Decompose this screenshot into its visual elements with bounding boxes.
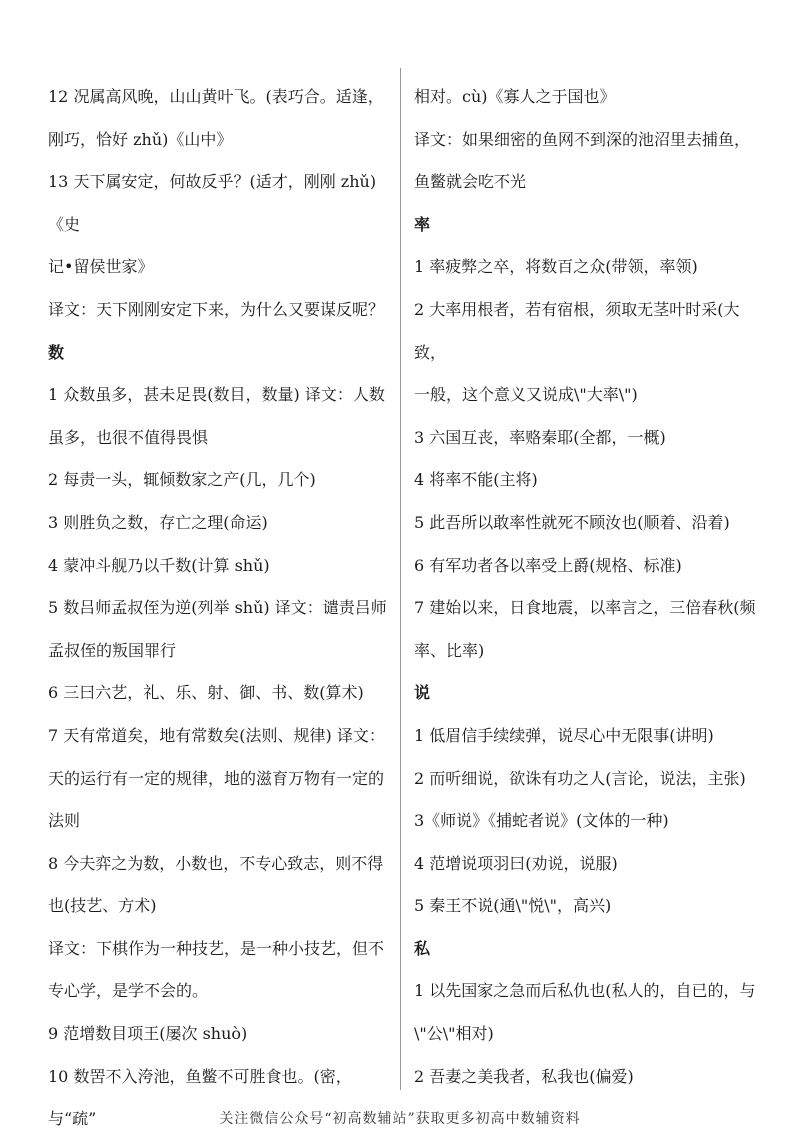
text-line: 2 而听细说，欲诛有功之人(言论，说法，主张): [414, 768, 746, 788]
text-line: 12 况属高风晚，山山黄叶飞。(表巧合。适逢，: [48, 87, 384, 106]
text-line: 1 率疲弊之卒，将数百之众(带领，率领): [414, 257, 698, 277]
text-line: 3 六国互丧，率赂秦耶(全都，一概): [414, 427, 666, 447]
text-line: 1 低眉信手续续弹，说尽心中无限事(讲明): [414, 725, 714, 745]
text-line: 虽多，也很不值得畏惧: [48, 427, 209, 447]
text-line: 7 天有常道矣，地有常数矣(法则、规律) 译文：: [48, 725, 385, 745]
section-heading: 私: [414, 938, 431, 958]
text-line: 3 则胜负之数，存亡之理(命运): [48, 512, 268, 532]
section-heading: 率: [414, 214, 431, 234]
column-divider: [400, 68, 401, 1090]
left-column: [48, 76, 388, 1141]
section-heading: 说: [414, 683, 431, 703]
text-line: 5 秦王不说(通\"悦\"，高兴): [414, 896, 612, 916]
right-column: [414, 76, 764, 1098]
text-line: 也(技艺、方术): [48, 896, 157, 916]
text-line: 率、比率): [414, 640, 485, 660]
text-line: 1 众数虽多，甚未足畏(数目，数量) 译文：人数: [48, 385, 385, 405]
text-line: 10 数罟不入洿池，鱼鳖不可胜食也。(密，与“疏”: [48, 1066, 352, 1129]
text-line: 鱼鳖就会吃不光: [414, 172, 527, 192]
text-line: 天的运行有一定的规律，地的滋育万物有一定的: [48, 768, 385, 788]
text-line: 13 天下属安定，何故反乎？(适才，刚刚 zhǔ)《史: [48, 172, 377, 234]
text-line: 6 有军功者各以率受上爵(规格、标准): [414, 555, 682, 575]
text-line: 一般，这个意义又说成\"大率\"): [414, 385, 638, 405]
text-line: 4 蒙冲斗舰乃以千数(计算 shǔ): [48, 555, 270, 575]
text-line: \"公\"相对): [414, 1024, 494, 1044]
text-line: 7 建始以来，日食地震，以率言之，三倍春秋(频: [414, 598, 756, 618]
text-line: 译文：如果细密的鱼网不到深的池沼里去捕鱼，: [414, 129, 751, 149]
text-line: 专心学，是学不会的。: [48, 981, 209, 1001]
text-line: 3《师说》《捕蛇者说》(文体的一种): [414, 811, 669, 831]
page-footer: 关注微信公众号“初高数辅站”获取更多初高中数辅资料: [219, 1111, 581, 1127]
text-line: 记•留侯世家》: [48, 257, 154, 277]
text-line: 5 此吾所以敢率性就死不顾汝也(顺着、沿着): [414, 512, 730, 532]
text-line: 孟叔侄的叛国罪行: [48, 640, 177, 660]
text-line: 2 大率用根者，若有宿根，须取无茎叶时采(大致，: [414, 299, 740, 362]
text-line: 译文：天下刚刚安定下来，为什么又要谋反呢？: [48, 299, 385, 319]
text-line: 2 吾妻之美我者，私我也(偏爱): [414, 1066, 634, 1086]
text-line: 8 今夫弈之为数，小数也，不专心致志，则不得: [48, 853, 384, 873]
text-line: 法则: [48, 811, 81, 831]
text-line: 译文：下棋作为一种技艺，是一种小技艺，但不: [48, 938, 385, 958]
text-line: 2 每责一头，辄倾数家之产(几，几个): [48, 470, 316, 490]
text-line: 5 数吕师孟叔侄为逆(列举 shǔ) 译文：谴责吕师: [48, 598, 387, 618]
text-line: 1 以先国家之急而后私仇也(私人的，自已的，与: [414, 981, 756, 1001]
text-line: 刚巧，恰好 zhǔ)《山中》: [48, 129, 233, 149]
text-line: 4 范增说项羽曰(劝说，说服): [414, 853, 618, 873]
text-line: 相对。cù)《寡人之于国也》: [414, 87, 616, 106]
text-line: 6 三曰六艺，礼、乐、射、御、书、数(算术): [48, 683, 364, 703]
text-line: 4 将率不能(主将): [414, 470, 538, 490]
text-line: 9 范增数目项王(屡次 shuò): [48, 1024, 248, 1044]
section-heading: 数: [48, 342, 65, 362]
